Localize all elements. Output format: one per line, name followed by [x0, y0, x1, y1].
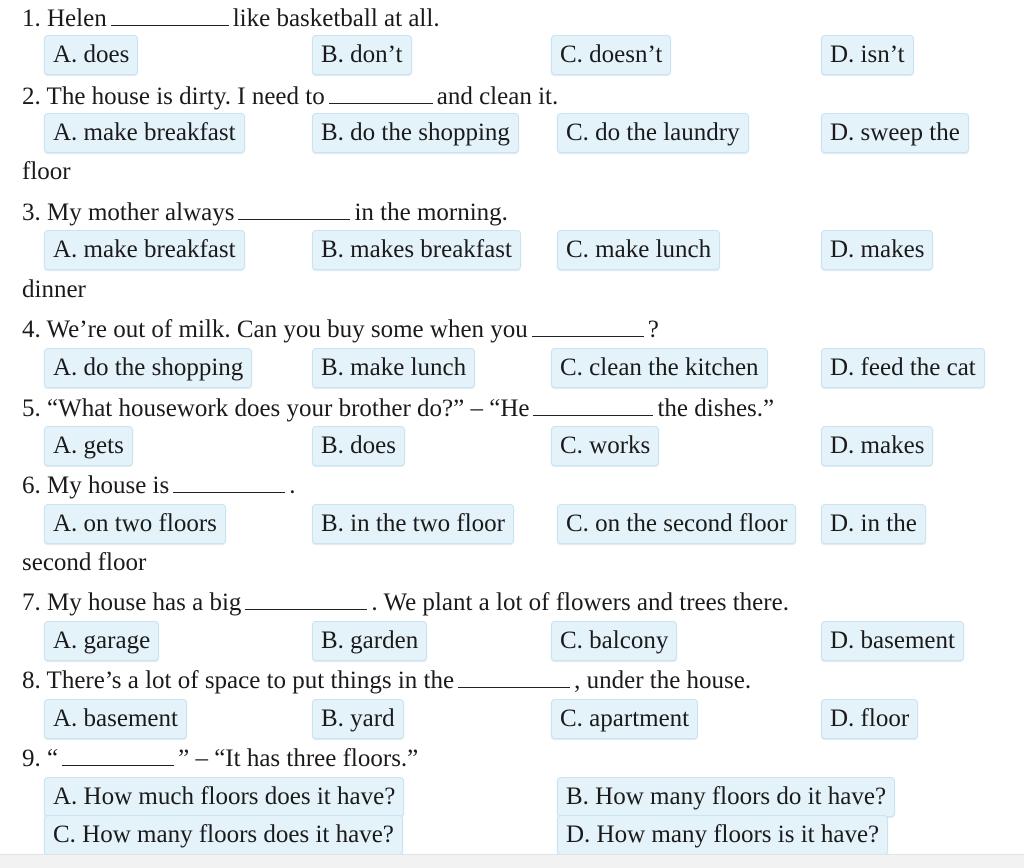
question-4-option-c[interactable]: C. clean the kitchen — [551, 348, 768, 388]
question-6-option-d[interactable]: D. in the — [821, 504, 926, 544]
question-6 — [22, 470, 295, 501]
question-7 — [22, 587, 789, 618]
question-3-stem-start: 3. My mother always — [22, 199, 235, 226]
question-2-option-d-continued: floor — [22, 158, 71, 185]
question-5-option-c[interactable]: C. works — [551, 426, 659, 466]
question-1-stem-start: 1. Helen — [22, 5, 107, 32]
question-8-option-d[interactable]: D. floor — [821, 699, 918, 739]
question-3-option-d[interactable]: D. makes — [821, 230, 933, 270]
answer-blank — [533, 393, 653, 416]
question-1 — [22, 3, 440, 34]
question-8-stem-start: 8. There’s a lot of space to put things in the — [22, 667, 455, 694]
question-3-option-c[interactable]: C. make lunch — [557, 230, 720, 270]
question-7-option-c[interactable]: C. balcony — [551, 621, 677, 661]
question-2-stem-end: and clean it. — [436, 83, 559, 110]
question-4-option-b[interactable]: B. make lunch — [312, 348, 475, 388]
question-3-option-a[interactable]: A. make breakfast — [44, 230, 245, 270]
question-5-option-d[interactable]: D. makes — [821, 426, 933, 466]
question-3 — [22, 197, 508, 228]
question-6-option-c[interactable]: C. on the second floor — [557, 504, 796, 544]
question-5-stem-end: the dishes.” — [657, 395, 775, 422]
question-5-option-a[interactable]: A. gets — [44, 426, 133, 466]
question-7-option-a[interactable]: A. garage — [44, 621, 159, 661]
question-9-option-c[interactable]: C. How many floors does it have? — [44, 815, 403, 855]
question-2-option-a[interactable]: A. make breakfast — [44, 113, 245, 153]
question-6-option-d-continued: second floor — [22, 549, 147, 576]
answer-blank — [111, 3, 229, 26]
question-2-option-c[interactable]: C. do the laundry — [557, 113, 749, 153]
question-8-option-a[interactable]: A. basement — [44, 699, 187, 739]
question-3-stem-end: in the morning. — [354, 199, 508, 226]
bottom-edge-bar — [0, 854, 1024, 868]
question-1-option-b[interactable]: B. don’t — [312, 35, 412, 75]
question-2 — [22, 81, 558, 112]
question-9-option-b[interactable]: B. How many floors do it have? — [557, 777, 895, 817]
question-1-option-c[interactable]: C. doesn’t — [551, 35, 671, 75]
answer-blank — [238, 197, 350, 220]
question-9-stem-start: 9. “ — [22, 745, 59, 772]
question-9 — [22, 743, 418, 774]
question-2-option-b[interactable]: B. do the shopping — [312, 113, 519, 153]
question-1-option-a[interactable]: A. does — [44, 35, 138, 75]
answer-blank — [329, 81, 433, 104]
question-1-stem-end: like basketball at all. — [232, 5, 440, 32]
question-7-option-d[interactable]: D. basement — [821, 621, 964, 661]
question-6-option-a[interactable]: A. on two floors — [44, 504, 226, 544]
question-2-option-d[interactable]: D. sweep the — [821, 113, 969, 153]
answer-blank — [245, 587, 367, 610]
question-1-option-d[interactable]: D. isn’t — [821, 35, 914, 75]
question-6-stem-end: . — [289, 472, 296, 499]
question-4-stem-start: 4. We’re out of milk. Can you buy some when you — [22, 316, 528, 343]
question-3-option-d-continued: dinner — [22, 276, 86, 303]
question-4 — [22, 314, 659, 345]
answer-blank — [62, 743, 174, 766]
question-7-option-b[interactable]: B. garden — [312, 621, 427, 661]
question-7-stem-start: 7. My house has a big — [22, 589, 242, 616]
question-9-option-a[interactable]: A. How much floors does it have? — [44, 777, 404, 817]
question-9-option-d[interactable]: D. How many floors is it have? — [557, 815, 888, 855]
question-7-stem-end: . We plant a lot of flowers and trees there. — [371, 589, 789, 616]
question-2-stem-start: 2. The house is dirty. I need to — [22, 83, 325, 110]
question-4-option-d[interactable]: D. feed the cat — [821, 348, 985, 388]
question-4-option-a[interactable]: A. do the shopping — [44, 348, 252, 388]
question-8-option-b[interactable]: B. yard — [312, 699, 404, 739]
question-8-option-c[interactable]: C. apartment — [551, 699, 698, 739]
answer-blank — [458, 665, 570, 688]
question-3-option-b[interactable]: B. makes breakfast — [312, 230, 521, 270]
question-8 — [22, 665, 751, 696]
question-9-stem-end: ” – “It has three floors.” — [178, 745, 419, 772]
question-6-option-b[interactable]: B. in the two floor — [312, 504, 514, 544]
answer-blank — [173, 470, 285, 493]
question-4-stem-end: ? — [647, 316, 659, 343]
question-5-stem-start: 5. “What housework does your brother do?” – “He — [22, 395, 530, 422]
question-5-option-b[interactable]: B. does — [312, 426, 405, 466]
question-8-stem-end: , under the house. — [574, 667, 752, 694]
question-5 — [22, 393, 774, 424]
question-6-stem-start: 6. My house is — [22, 472, 170, 499]
answer-blank — [532, 314, 644, 337]
